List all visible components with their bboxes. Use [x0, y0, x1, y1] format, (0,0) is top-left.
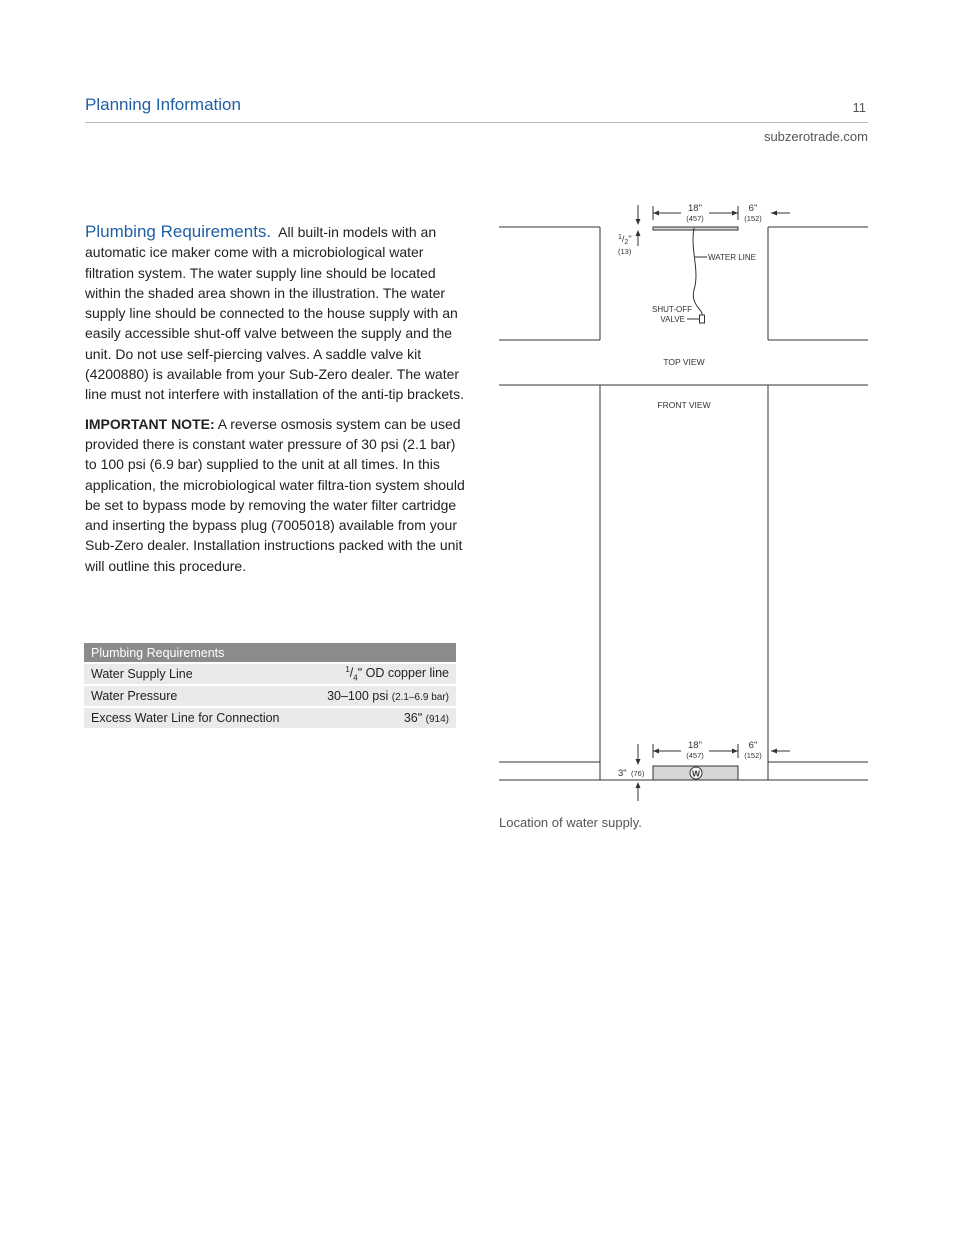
- front-dim-6-mm: (152): [744, 751, 762, 760]
- table-cell-label: Water Pressure: [84, 685, 307, 707]
- paragraph-1-text: All built-in models with an automatic ice maker come with a microbiological water filtration system. The water supply line should be located within the shaded area shown in the illustration. The water supply line should be connected to the house supply with an easily accessible shut-off valve between the supply and the unit. Do not use self-piercing valves. A saddle valve kit (4200880) is available from your Sub-Zero dealer. The water line must not interfere with installation of the anti-tip brackets.: [85, 224, 464, 403]
- top-dim-half: $^1/_2$": [618, 234, 632, 246]
- w-mark: W: [691, 768, 701, 779]
- water-line: [693, 228, 702, 316]
- page-number: 11: [852, 100, 866, 115]
- section-heading: Plumbing Requirements.: [85, 222, 272, 241]
- front-view-outline: [499, 385, 868, 780]
- front-dim-6: 6": [748, 740, 758, 751]
- front-dim-18: 18": [688, 740, 702, 751]
- top-dim-6: 6": [748, 203, 758, 214]
- water-line-label: WATER LINE: [708, 253, 757, 262]
- table-cell-value: 36" (914): [307, 707, 456, 728]
- top-dim-18: 18": [688, 203, 702, 214]
- diagram-caption: Location of water supply.: [499, 815, 642, 830]
- page-section-title: Planning Information: [85, 95, 241, 114]
- table-cell-value: 30–100 psi (2.1–6.9 bar): [307, 685, 456, 707]
- top-dim-18-mm: (457): [686, 214, 704, 223]
- top-dimension-lines: [638, 205, 790, 319]
- shutoff-valve-icon: [700, 315, 705, 323]
- front-view-label: FRONT VIEW: [657, 400, 711, 410]
- top-view-label: TOP VIEW: [663, 357, 705, 367]
- note-label: IMPORTANT NOTE:: [85, 415, 215, 432]
- front-dim-3: 3": [618, 768, 627, 779]
- table-header: Plumbing Requirements: [84, 643, 456, 663]
- front-dim-3-mm: (76): [631, 769, 645, 778]
- shutoff-label-1: SHUT-OFF: [652, 305, 692, 314]
- top-dim-half-mm: (13): [618, 247, 632, 256]
- table-cell-label: Excess Water Line for Connection: [84, 707, 307, 728]
- top-supply-zone: [653, 227, 738, 230]
- top-dim-6-mm: (152): [744, 214, 762, 223]
- table-cell-label: Water Supply Line: [84, 663, 307, 685]
- website-link[interactable]: subzerotrade.com: [763, 129, 868, 144]
- shutoff-label-2: VALVE: [660, 315, 685, 324]
- table-cell-value: $^1/_4$" OD copper line: [307, 663, 456, 685]
- front-dim-18-mm: (457): [686, 751, 704, 760]
- paragraph-2-text: A reverse osmosis system can be used provided there is constant water pressure of 30 psi (2.1 bar) to 100 psi (6.9 bar) supplied to the unit at all times. In this application, the microbiological water filtra-tion system should be set to bypass mode by removing the water filter cartridge and inserting the bypass plug (7005018) available from your Sub-Zero dealer. Installation instructions packed with the unit will outline this procedure.: [85, 415, 465, 574]
